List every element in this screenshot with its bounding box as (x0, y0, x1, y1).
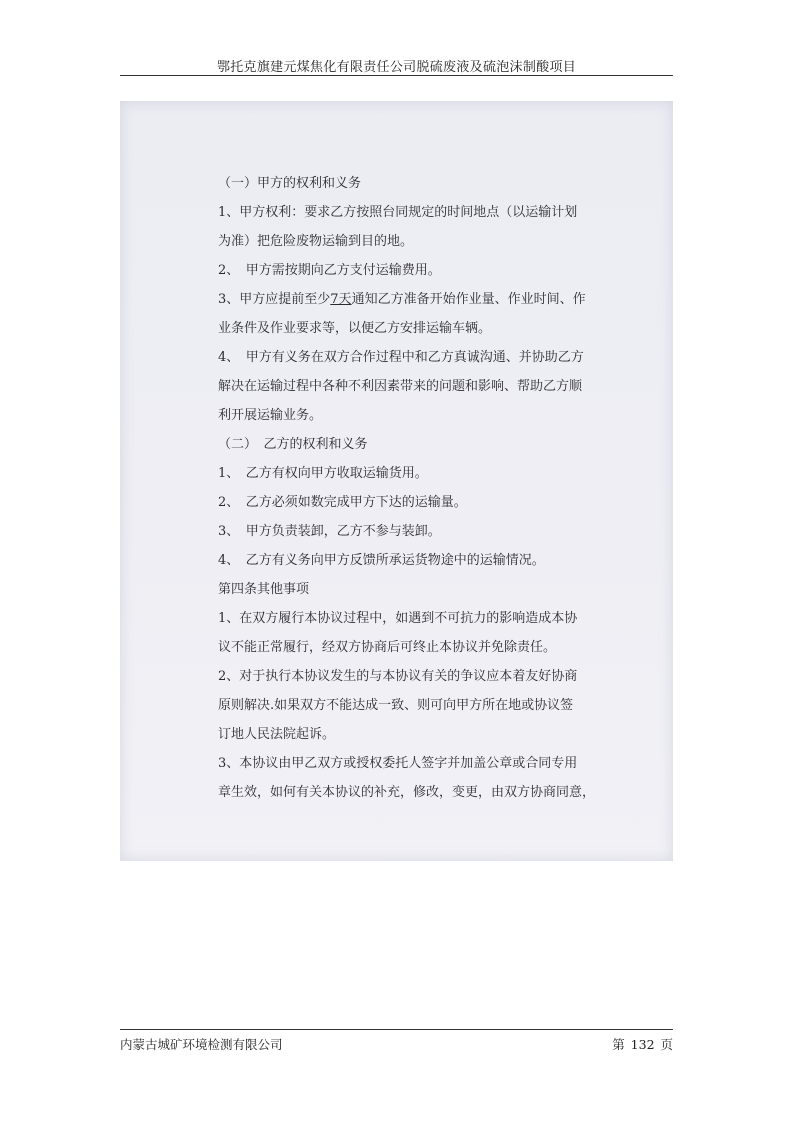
text-line (218, 691, 598, 720)
text-line (218, 198, 598, 227)
text-line (218, 343, 598, 372)
text-segment: 2、 乙方必须如数完成甲方下达的运输量。 (218, 495, 467, 510)
text-segment: 3、本协议由甲乙双方或授权委托人签字并加盖公章或合同专用 (218, 756, 578, 771)
text-segment: 订地人民法院起诉。 (218, 727, 336, 742)
footer-page-number: 第 132 页 (612, 1037, 673, 1052)
text-line (218, 430, 598, 459)
text-segment: 业条件及作业要求等，以便乙方安排运输车辆。 (218, 321, 492, 336)
text-line (218, 285, 598, 314)
page-header: 鄂托克旗建元煤焦化有限责任公司脱硫废液及硫泡沫制酸项目 (216, 60, 577, 75)
text-segment: 1、 乙方有权向甲方收取运输货用。 (218, 466, 428, 481)
text-line (218, 459, 598, 488)
text-segment: 2、对于执行本协议发生的与本协议有关的争议应本着友好协商 (218, 669, 578, 684)
text-line (218, 633, 598, 662)
text-segment: 议不能正常履行，经双方协商后可终止本协议并免除责任。 (218, 640, 557, 655)
text-line (218, 749, 598, 778)
text-line (218, 546, 598, 575)
text-segment: 1、在双方履行本协议过程中，如遇到不可抗力的影响造成本协 (218, 611, 578, 626)
text-segment: 2、 甲方需按期向乙方支付运输费用。 (218, 263, 441, 278)
text-segment: 原则解决.如果双方不能达成一致、则可向甲方所在地或协议签 (218, 698, 574, 713)
text-segment: 解决在运输过程中各种不利因素带来的问题和影响、帮助乙方顺 (218, 379, 583, 394)
text-segment: 章生效，如何有关本协议的补充，修改，变更，由双方协商同意， (218, 785, 596, 800)
text-line (218, 604, 598, 633)
text-line (218, 401, 598, 430)
text-segment: （一）甲方的权利和义务 (218, 176, 362, 191)
text-line (218, 169, 598, 198)
text-line (218, 488, 598, 517)
text-segment: 1、甲方权利：要求乙方按照台同规定的时间地点（以运输计划 (218, 205, 578, 220)
text-line (218, 227, 598, 256)
text-segment: 4、 乙方有义务向甲方反馈所承运货物途中的运输情况。 (218, 553, 545, 568)
text-segment: 为准）把危险废物运输到目的地。 (218, 234, 414, 249)
text-line (218, 256, 598, 285)
text-segment: 利开展运输业务。 (218, 408, 323, 423)
footer-company: 内蒙古城矿环境检测有限公司 (120, 1037, 283, 1052)
text-line (218, 372, 598, 401)
scanned-document-page (120, 101, 673, 861)
text-segment: 3、甲方应提前至少 (218, 292, 331, 307)
text-line (218, 575, 598, 604)
text-line (218, 517, 598, 546)
text-line (218, 662, 598, 691)
text-segment: （二） 乙方的权利和义务 (218, 437, 368, 452)
scanned-text-block (218, 169, 598, 807)
text-segment: 3、 甲方负责装卸，乙方不参与装卸。 (218, 524, 441, 539)
text-segment: 通知乙方准备开始作业量、作业时间、作 (351, 292, 586, 307)
text-segment: 第四条其他事项 (218, 582, 310, 597)
footer-rule (120, 1029, 673, 1030)
text-line (218, 720, 598, 749)
text-line (218, 314, 598, 343)
text-segment: 4、 甲方有义务在双方合作过程中和乙方真诚沟通、并协助乙方 (218, 350, 584, 365)
header-rule (120, 75, 673, 76)
text-line (218, 778, 598, 807)
underlined-text: 7天 (330, 292, 352, 307)
